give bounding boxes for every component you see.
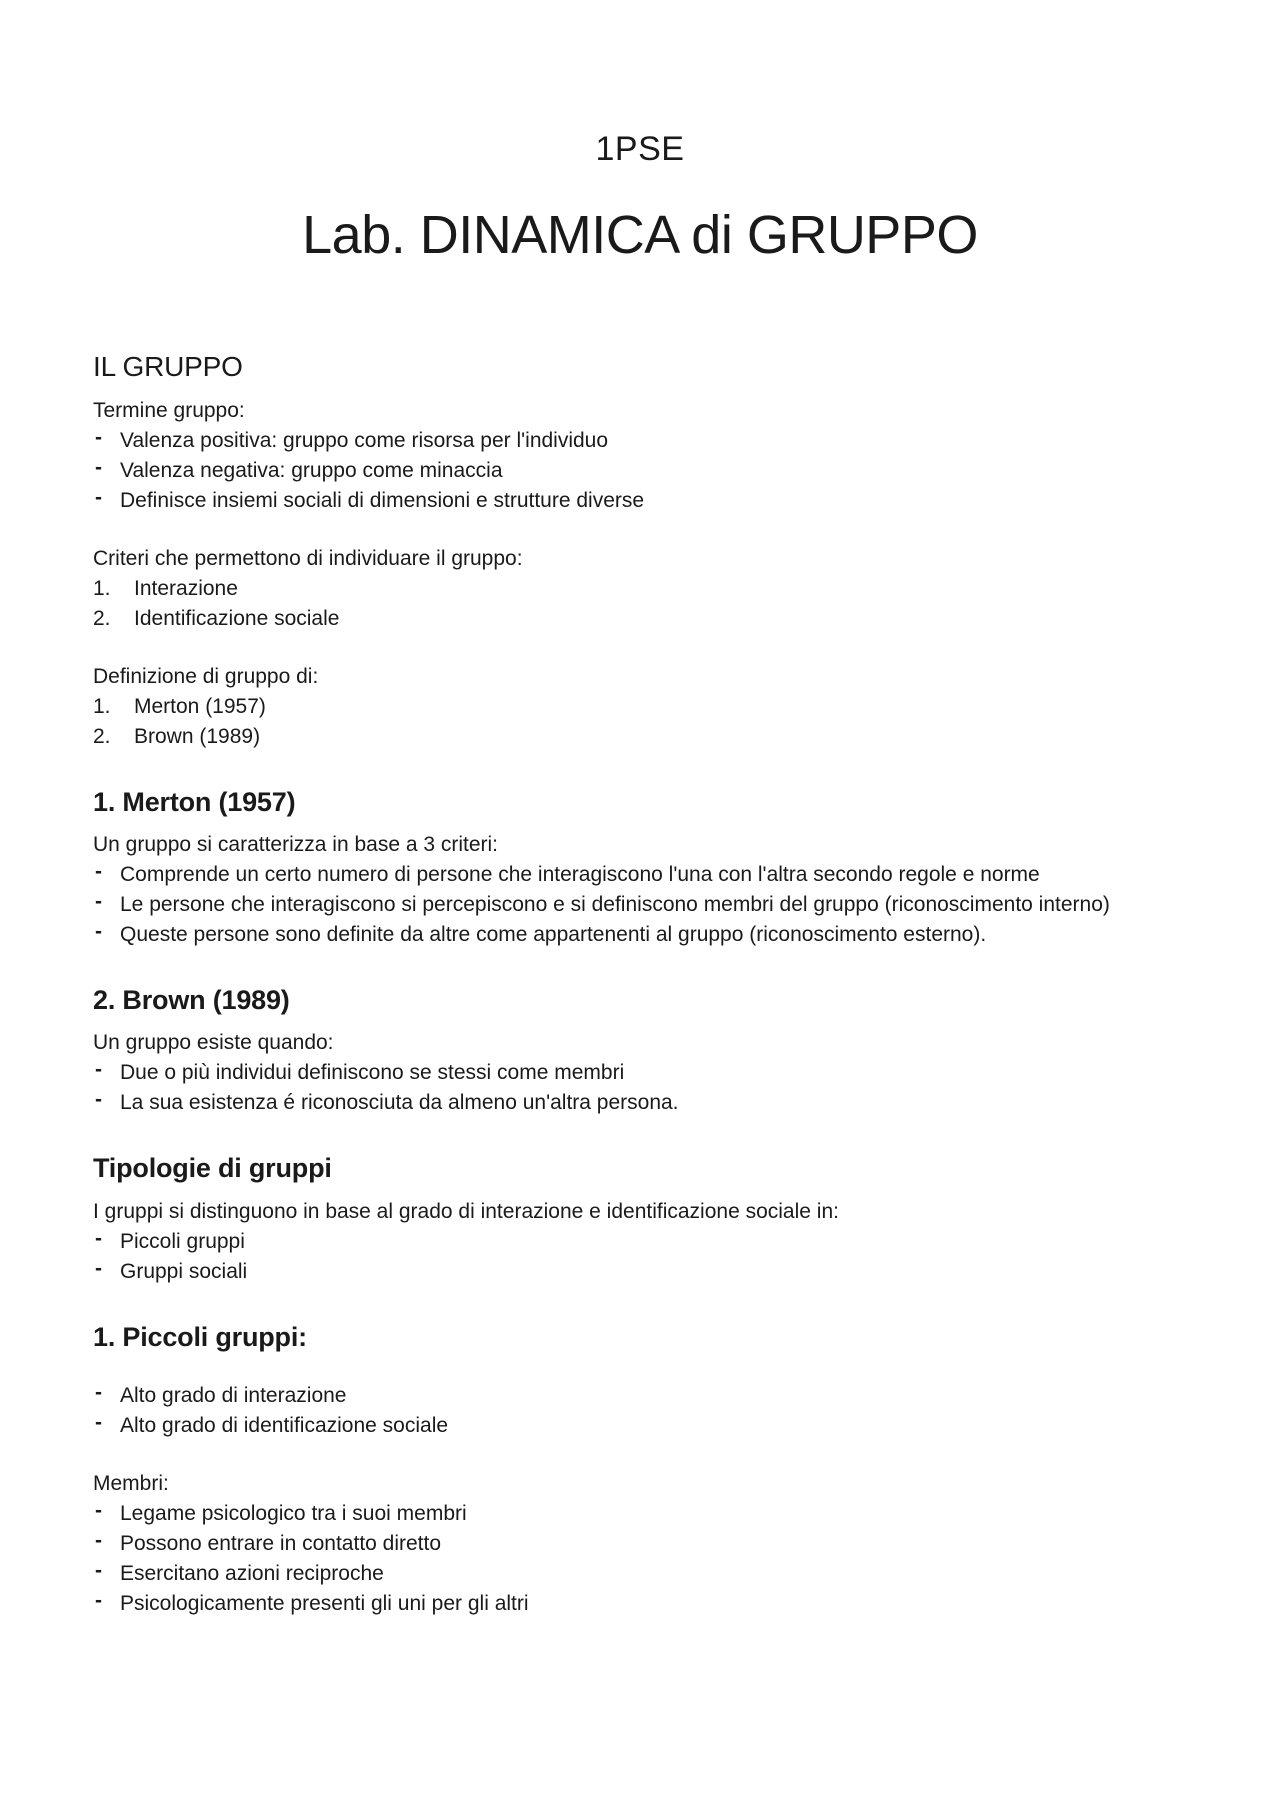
list-item: - Le persone che interagiscono si percepiscono e si definiscono membri del gruppo (riconoscimento interno) — [93, 890, 1233, 920]
tipologie-intro: I gruppi si distinguono in base al grado di interazione e identificazione sociale in: — [93, 1199, 839, 1223]
list-text: Merton (1957) — [134, 694, 266, 718]
membri-list — [93, 1499, 1233, 1619]
list-item — [93, 692, 1233, 722]
section-heading-piccoli-gruppi: 1. Piccoli gruppi: — [93, 1321, 307, 1352]
list-item: - Psicologicamente presenti gli uni per gli altri — [93, 1589, 1233, 1619]
list-number: 2. — [93, 724, 111, 748]
section-heading-brown: 2. Brown (1989) — [93, 984, 290, 1015]
document-title: Lab. DINAMICA di GRUPPO — [302, 205, 978, 265]
brown-intro: Un gruppo esiste quando: — [93, 1031, 334, 1055]
list-item: - Piccoli gruppi — [93, 1227, 1233, 1257]
list-number: 2. — [93, 606, 111, 630]
section-heading-tipologie: Tipologie di gruppi — [93, 1153, 332, 1184]
list-item: - Due o più individui definiscono se stessi come membri — [93, 1058, 1233, 1088]
definizione-intro: Definizione di gruppo di: — [93, 664, 319, 688]
merton-list — [93, 860, 1233, 950]
termine-list — [93, 426, 1233, 516]
list-item: - Esercitano azioni reciproche — [93, 1559, 1233, 1589]
tipologie-list — [93, 1227, 1233, 1287]
section-heading-il-gruppo: IL GRUPPO — [93, 351, 243, 382]
definizione-list — [93, 692, 1233, 752]
list-item: - Valenza negativa: gruppo come minaccia — [93, 456, 1233, 486]
list-item: - Alto grado di identificazione sociale — [93, 1411, 1233, 1441]
merton-intro: Un gruppo si caratterizza in base a 3 criteri: — [93, 832, 499, 856]
list-item: - Valenza positiva: gruppo come risorsa per l'individuo — [93, 426, 1233, 456]
brown-list — [93, 1058, 1233, 1118]
list-item: - Legame psicologico tra i suoi membri — [93, 1499, 1233, 1529]
document-body — [93, 350, 1233, 1619]
list-item — [93, 604, 1233, 634]
termine-intro: Termine gruppo: — [93, 398, 245, 422]
piccoli-list — [93, 1381, 1233, 1441]
criteri-intro: Criteri che permettono di individuare il gruppo: — [93, 546, 523, 570]
list-item — [93, 574, 1233, 604]
membri-intro: Membri: — [93, 1472, 169, 1496]
list-item: - Alto grado di interazione — [93, 1381, 1233, 1411]
criteri-list — [93, 574, 1233, 634]
list-number: 1. — [93, 576, 111, 600]
list-item: - Queste persone sono definite da altre come appartenenti al gruppo (riconoscimento esterno). — [93, 920, 1233, 950]
list-item: - Possono entrare in contatto diretto — [93, 1529, 1233, 1559]
list-item — [93, 722, 1233, 752]
list-text: Identificazione sociale — [134, 606, 340, 630]
list-text: Brown (1989) — [134, 724, 261, 748]
list-item: - Comprende un certo numero di persone che interagiscono l'una con l'altra secondo regole e norme — [93, 860, 1233, 890]
list-item: - La sua esistenza é riconosciuta da almeno un'altra persona. — [93, 1088, 1233, 1118]
list-item: - Definisce insiemi sociali di dimensioni e strutture diverse — [93, 486, 1233, 516]
section-heading-merton: 1. Merton (1957) — [93, 786, 296, 817]
list-number: 1. — [93, 694, 111, 718]
list-text: Interazione — [134, 576, 238, 600]
list-item: - Gruppi sociali — [93, 1257, 1233, 1287]
course-code: 1PSE — [595, 130, 685, 168]
